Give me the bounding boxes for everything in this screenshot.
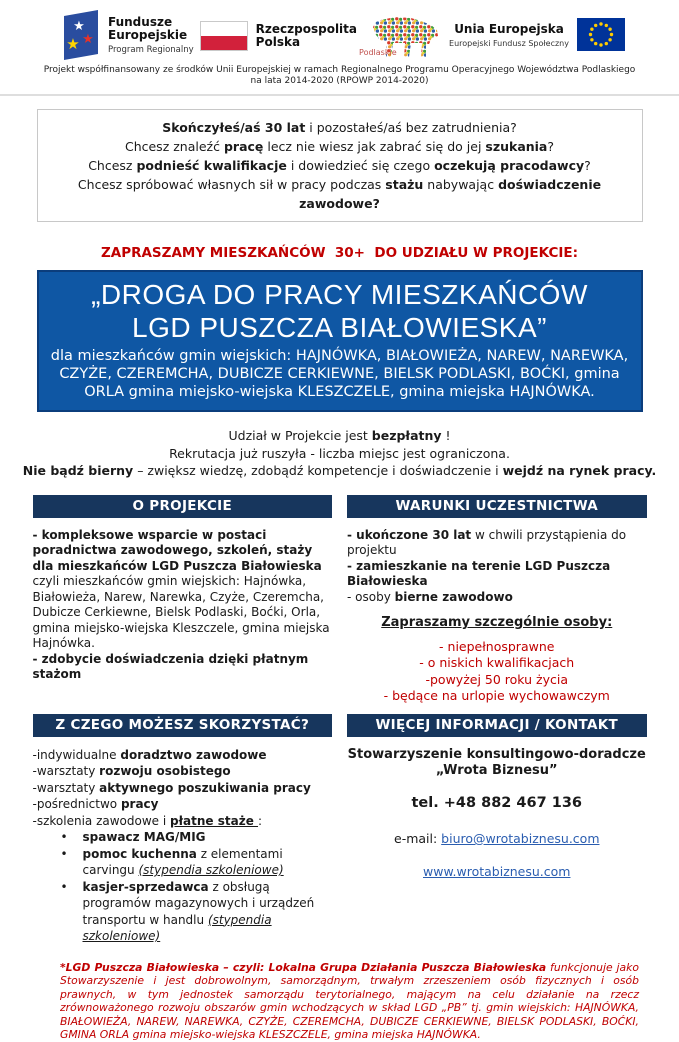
condition-item: - zamieszkanie na terenie LGD Puszcza Białowieska [347, 558, 611, 588]
about-paragraph: - kompleksowe wsparcie w postaci poradnictwa zawodowego, szkoleń, staży dla mieszkańców LGD Puszcza Białowieska czyli mieszkańców gmin wiejskich: Hajnówka, Białowieża, Narew, Narewka, Czyże, Czeremcha, Dubicze Cerkiewne, Bielsk Podlaski, Boćki, Orla, gmina miejsko-wiejska Kleszczele, gmina miejska Hajnówka. [32, 527, 330, 650]
about-paragraph: - zdobycie doświadczenia dzięki płatnym stażom [32, 651, 309, 681]
eu-flag-icon [577, 18, 625, 55]
eu-logo-text: Unia Europejska Europejski Fundusz Społeczny [449, 21, 569, 48]
svg-text:★: ★ [66, 35, 80, 53]
benefits-section-body [33, 747, 333, 945]
benefits-section [33, 714, 333, 945]
email-link[interactable]: biuro@wrotabiznesu.com [441, 831, 600, 846]
poland-logo-text: Rzeczpospolita Polska [255, 22, 358, 49]
condition-item: - ukończone 30 lat w chwili przystąpienia do projektu [347, 527, 627, 557]
conditions-section-body [347, 528, 647, 705]
participation-line: Udział w Projekcie jest bezpłatny ! [228, 428, 451, 443]
project-title-line1: „DROGA DO PRACY MIESZKAŃCÓW [91, 279, 588, 310]
contact-section [347, 714, 647, 945]
condition-item: - osoby bierne zawodowo [347, 589, 513, 604]
participation-line: Rekrutacja już ruszyła - liczba miejsc jest ograniczona. [169, 445, 510, 461]
participation-info [0, 427, 679, 480]
svg-text:★: ★ [73, 19, 85, 34]
project-municipalities: dla mieszkańców gmin wiejskich: HAJNÓWKA, BIAŁOWIEŻA, NAREW, NAREWKA, CZYŻE, CZEREMCHA, DUBICZE CERKIEWNE, BIELSK PODLASKI, BOĆKI, gmina ORLA gmina miejsko-wiejska KLESZCZELE, gmina miejska HAJNÓWKA. [50, 348, 629, 400]
about-section-header: O PROJEKCIE [33, 495, 333, 518]
participation-line: Nie bądź bierny – zwiększ wiedzę, zdobądź kompetencje i doświadczenie i wejdź na rynek pracy. [22, 463, 657, 478]
benefit-item: -warsztaty rozwoju osobistego [32, 764, 231, 778]
training-bullet-item: • spawacz MAG/MIG [33, 829, 333, 846]
conditions-section-header: WARUNKI UCZESTNICTWA [347, 495, 647, 518]
training-bullet-item: • kasjer-sprzedawca z obsługą programów magazynowych i urządzeń transportu w handlu (stypendia szkoleniowe) [33, 879, 333, 945]
website-line [347, 864, 647, 880]
header-divider [0, 94, 679, 96]
benefits-section-header: Z CZEGO MOŻESZ SKORZYSTAĆ? [33, 714, 333, 737]
benefit-item: -warsztaty aktywnego poszukiwania pracy [32, 780, 311, 795]
benefit-item: -szkolenia zawodowe i płatne staże : [32, 813, 263, 828]
logo-strip [0, 0, 679, 62]
invite-heading: ZAPRASZAMY MIESZKAŃCÓW 30+ DO UDZIAŁU W PROJEKCIE: [100, 245, 579, 261]
special-group-item: -powyżej 50 roku życia [425, 671, 569, 687]
special-group-item: - będące na urlopie wychowawczym [383, 688, 610, 703]
svg-text:★: ★ [82, 32, 94, 47]
phone-number: tel. +48 882 467 136 [411, 794, 583, 811]
contact-section-body [347, 747, 647, 880]
fe-logo-text: Fundusze Europejskie Program Regionalny [108, 14, 194, 55]
training-bullet-item: • pomoc kuchenna z elementami carvingu (stypendia szkoleniowe) [33, 846, 333, 879]
email-label: e-mail: [394, 831, 442, 846]
special-invite-heading: Zapraszamy szczególnie osoby: [381, 615, 613, 630]
benefit-item: -indywidualne doradztwo zawodowe [32, 747, 267, 762]
contact-section-header: WIĘCEJ INFORMACJI / KONTAKT [347, 714, 647, 737]
project-title-banner [37, 270, 643, 412]
project-title-line2: LGD PUSZCZA BIAŁOWIESKA” [132, 312, 547, 343]
poland-flag-icon [200, 21, 248, 51]
fe-flag-icon [62, 8, 100, 64]
website-link[interactable]: www.wrotabiznesu.com [423, 863, 571, 879]
benefit-item: -pośrednictwo pracy [32, 797, 159, 811]
question-line: Chcesz znaleźć pracę lecz nie wiesz jak zabrać się do jej szukania? [124, 139, 555, 154]
about-section [33, 495, 333, 705]
rzeczpospolita-polska-logo [200, 21, 357, 51]
special-groups-list [347, 639, 647, 705]
funding-disclaimer: Projekt współfinansowany ze środków Unii Europejskiej w ramach Regionalnego Programu Operacyjnego Województwa Podlaskiego na lata 2014-2020 (RPOWP 2014-2020) [43, 65, 636, 86]
lgd-footnote: *LGD Puszcza Białowieska – czyli: Lokalna Grupa Działania Puszcza Białowieska funkcjonuje jako Stowarzyszenie i jest dobrowolnym, samorządnym, trwałym zrzeszeniem osób fizycznych i osób prawnych, w tym jednostek samorządu terytorialnego, mającym na celu działanie na rzecz zrównoważonego rozwoju obszarów gmin wchodzących w skład LGD „PB” tj. gmin wiejskich: HAJNÓWKA, BIAŁOWIEŻA, NAREW, NAREWKA, CZYŻE, CZEREMCHA, DUBICZE CERKIEWNE, BIELSK PODLASKI, BOĆKI, GMINA ORLA gmina miejsko-wiejska KLESZCZELE, gmina miejska HAJNÓWKA. [60, 960, 639, 1041]
fundusze-europejskie-logo [62, 8, 194, 64]
question-line: Chcesz spróbować własnych sił w pracy podczas stażu nabywając doświadczenie zawodowe? [77, 177, 602, 211]
about-section-body [33, 528, 333, 683]
section-row-1 [33, 495, 647, 705]
email-line [347, 831, 647, 847]
question-line: Skończyłeś/aś 30 lat i pozostałeś/aś bez zatrudnienia? [162, 120, 517, 135]
special-group-item: - niepełnosprawne [439, 638, 555, 654]
intro-questions-box [37, 109, 643, 222]
question-line: Chcesz podnieść kwalifikacje i dowiedzieć się czego oczekują pracodawcy? [88, 158, 591, 173]
podlaskie-label: Podlaskie [359, 48, 397, 57]
organization-name: Stowarzyszenie konsultingowo-doradcze „Wrota Biznesu” [347, 746, 646, 778]
conditions-section [347, 495, 647, 705]
podlaskie-logo [359, 9, 443, 63]
unia-europejska-logo [449, 18, 625, 55]
section-row-2 [33, 714, 647, 945]
special-group-item: - o niskich kwalifikacjach [419, 655, 575, 670]
